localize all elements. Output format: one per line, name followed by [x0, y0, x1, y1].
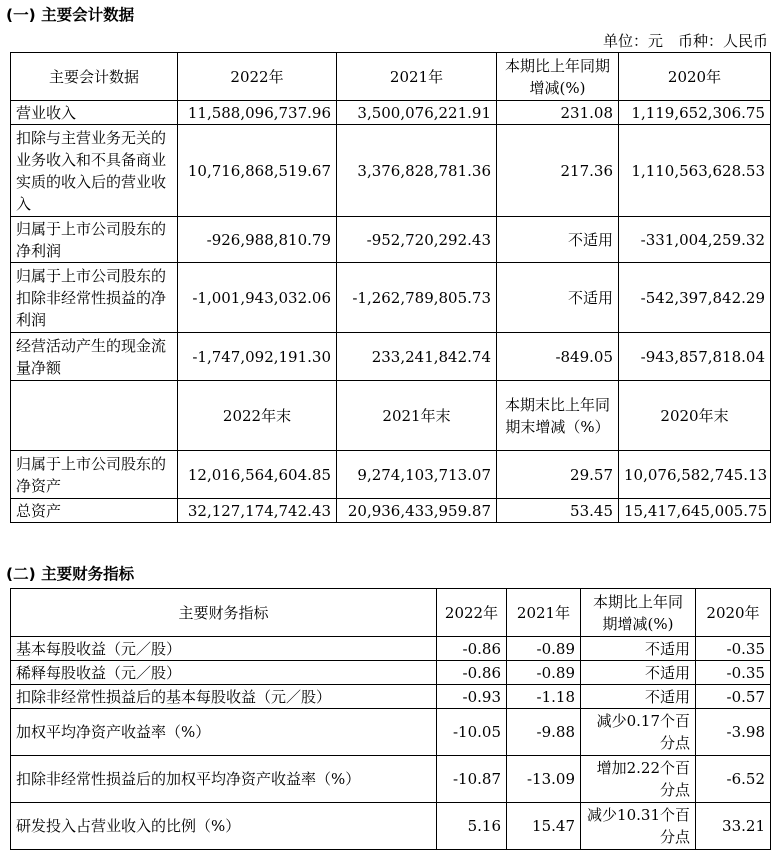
- table-row: 营业收入 11,588,096,737.96 3,500,076,221.91 231.08 1,119,652,306.75: [11, 101, 771, 125]
- table-row: 经营活动产生的现金流量净额 -1,747,092,191.30 233,241,842.74 -849.05 -943,857,818.04: [11, 333, 771, 381]
- table-row: 扣除非经常性损益后的基本每股收益（元／股） -0.93 -1.18 不适用 -0.57: [11, 685, 771, 709]
- table-row: 归属于上市公司股东的净利润 -926,988,810.79 -952,720,292.43 不适用 -331,004,259.32: [11, 217, 771, 263]
- table-row: 总资产 32,127,174,742.43 20,936,433,959.87 53.45 15,417,645,005.75: [11, 499, 771, 523]
- accounting-data-table: [10, 52, 771, 523]
- table1-subheader-row: 2022年末 2021年末 本期末比上年同期末增减（%） 2020年末: [11, 381, 771, 451]
- table-row: 扣除与主营业务无关的业务收入和不具备商业实质的收入后的营业收入 10,716,868,519.67 3,376,828,781.36 217.36 1,110,563,628.53: [11, 125, 771, 217]
- table2-header-row: [11, 589, 771, 637]
- header-cell: 2022年: [178, 53, 337, 101]
- header-cell: 2022年: [437, 589, 507, 637]
- header-cell: 主要财务指标: [11, 589, 437, 637]
- table-row: 基本每股收益（元／股） -0.86 -0.89 不适用 -0.35: [11, 637, 771, 661]
- header-cell: 本期比上年同期增减(%): [497, 53, 619, 101]
- section2-title: (二) 主要财务指标: [6, 565, 135, 583]
- header-cell: 2021年: [507, 589, 581, 637]
- table-row: 扣除非经常性损益后的加权平均净资产收益率（%） -10.87 -13.09 增加2.22个百分点 -6.52: [11, 756, 771, 803]
- section1-title: (一) 主要会计数据: [6, 6, 135, 24]
- financial-indicators-table: [10, 588, 771, 850]
- header-cell: 主要会计数据: [11, 53, 178, 101]
- table-row: 研发投入占营业收入的比例（%） 5.16 15.47 减少10.31个百分点 33.21: [11, 803, 771, 850]
- table-row: 归属于上市公司股东的扣除非经常性损益的净利润 -1,001,943,032.06 -1,262,789,805.73 不适用 -542,397,842.29: [11, 263, 771, 333]
- header-cell: 本期比上年同期增减(%): [581, 589, 696, 637]
- unit-label: 单位：元 币种：人民币: [602, 32, 768, 50]
- header-cell: 2020年: [696, 589, 771, 637]
- table-row: 加权平均净资产收益率（%） -10.05 -9.88 减少0.17个百分点 -3.98: [11, 709, 771, 756]
- table-row: 归属于上市公司股东的净资产 12,016,564,604.85 9,274,103,713.07 29.57 10,076,582,745.13: [11, 451, 771, 499]
- header-cell: 2021年: [337, 53, 497, 101]
- table1-header-row: [11, 53, 771, 101]
- header-cell: 2020年: [619, 53, 771, 101]
- table-row: 稀释每股收益（元／股） -0.86 -0.89 不适用 -0.35: [11, 661, 771, 685]
